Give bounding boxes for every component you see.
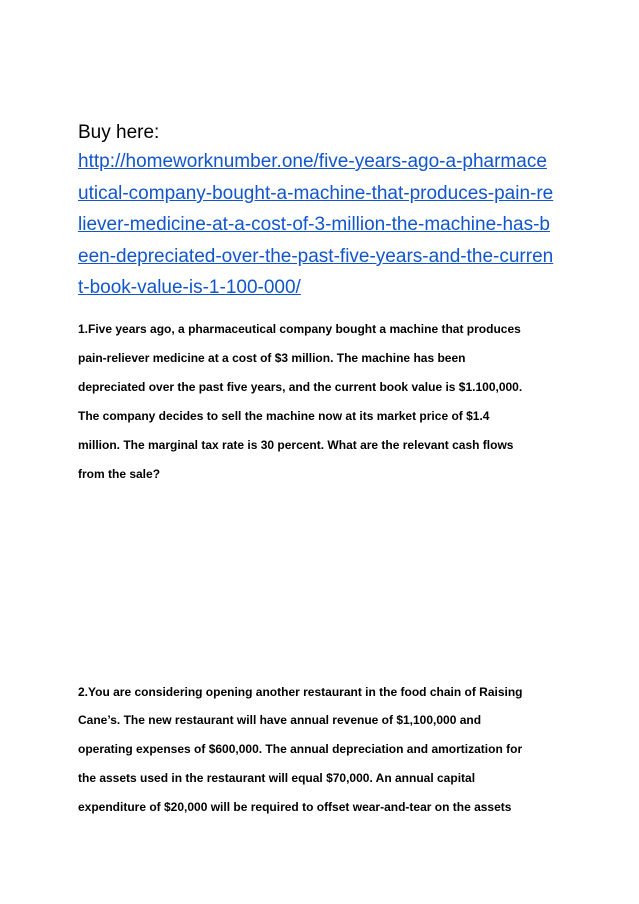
question-1-line-5: million. The marginal tax rate is 30 percent. What are the relevant cash flows xyxy=(78,438,514,452)
purchase-link-line-1[interactable]: http://homeworknumber.one/five-years-ago-a-pharmace xyxy=(78,151,547,172)
purchase-link-line-5[interactable]: t-book-value-is-1-100-000/ xyxy=(78,277,301,298)
buy-here-label: Buy here: xyxy=(78,122,160,143)
question-2-line-3: operating expenses of $600,000. The annual depreciation and amortization for xyxy=(78,742,523,756)
question-2-line-2: Cane’s. The new restaurant will have annual revenue of $1,100,000 and xyxy=(78,713,482,727)
question-2-line-1: 2.You are considering opening another restaurant in the food chain of Raising xyxy=(78,685,523,699)
question-1-line-1: 1.Five years ago, a pharmaceutical company bought a machine that produces xyxy=(78,322,521,336)
purchase-link-line-3[interactable]: liever-medicine-at-a-cost-of-3-million-the-machine-has-b xyxy=(78,214,550,235)
question-1-line-2: pain-reliever medicine at a cost of $3 million. The machine has been xyxy=(78,351,466,365)
question-2-line-4: the assets used in the restaurant will equal $70,000. An annual capital xyxy=(78,771,476,785)
question-2-line-5: expenditure of $20,000 will be required to offset wear-and-tear on the assets xyxy=(78,800,512,814)
question-1-line-4: The company decides to sell the machine now at its market price of $1.4 xyxy=(78,409,490,423)
question-1-line-3: depreciated over the past five years, and the current book value is $1.100,000. xyxy=(78,380,523,394)
question-1-line-6: from the sale? xyxy=(78,467,161,481)
purchase-link-line-4[interactable]: een-depreciated-over-the-past-five-years-and-the-curren xyxy=(78,246,554,267)
purchase-link-line-2[interactable]: utical-company-bought-a-machine-that-produces-pain-re xyxy=(78,183,554,204)
